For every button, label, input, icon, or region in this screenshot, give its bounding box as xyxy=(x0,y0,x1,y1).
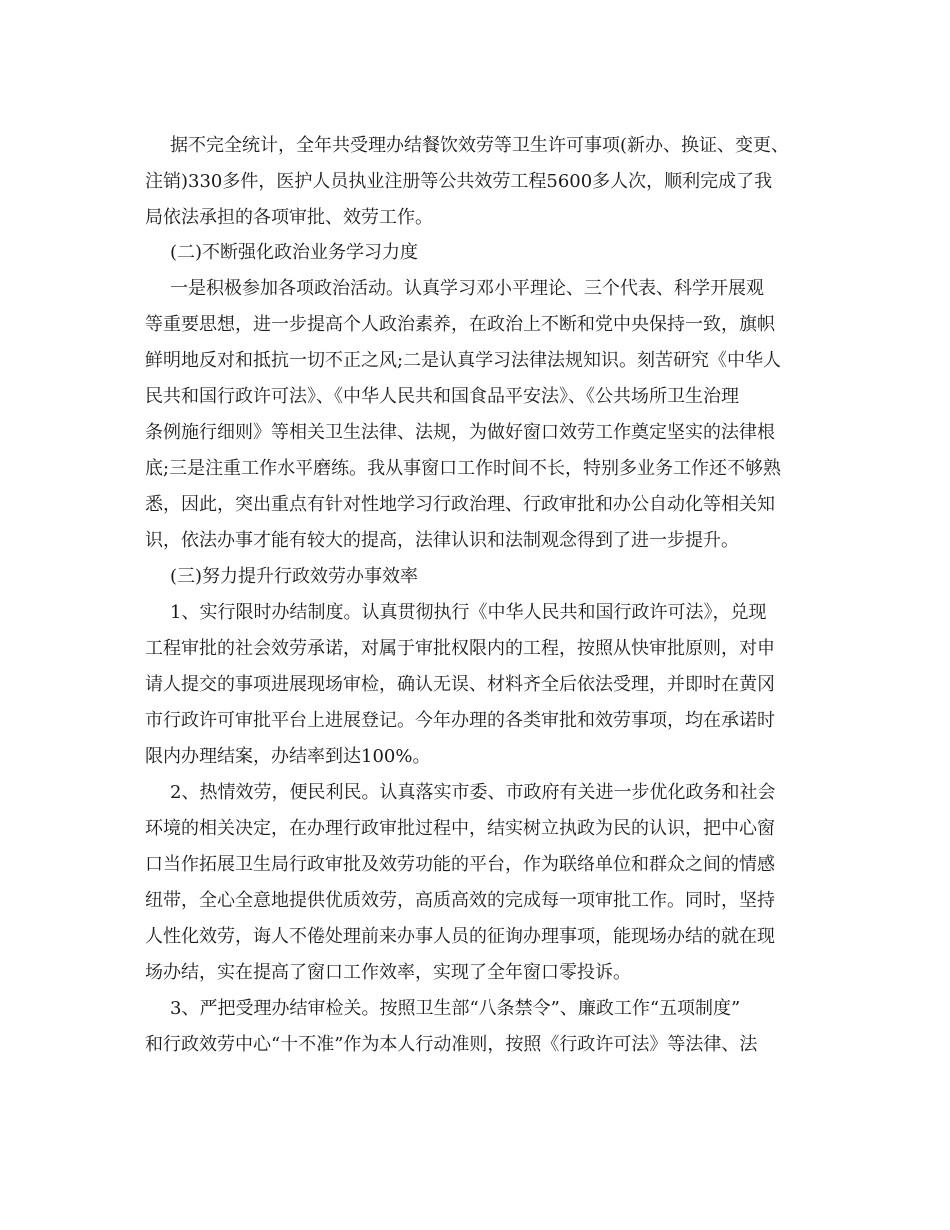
text-line: 口当作拓展卫生局行政审批及效劳功能的平台，作为联络单位和群众之间的情感 xyxy=(145,854,775,875)
text-line: 一是积极参加各项政治活动。认真学习邓小平理论、三个代表、科学开展观 xyxy=(170,278,764,299)
text-line: 环境的相关决定，在办理行政审批过程中，结实树立执政为民的认识，把中心窗 xyxy=(145,818,775,839)
text-line: 条例施行细则》等相关卫生法律、法规，为做好窗口效劳工作奠定坚实的法律根 xyxy=(145,422,775,443)
text-line: 请人提交的事项进展现场审检，确认无误、材料齐全后依法受理，并即时在黄冈 xyxy=(145,674,775,695)
text-line: 2、热情效劳，便民利民。认真落实市委、市政府有关进一步优化政务和社会 xyxy=(170,782,776,803)
text-line: 鲜明地反对和抵抗一切不正之风;二是认真学习法律法规知识。刻苦研究《中华人 xyxy=(145,350,782,371)
text-line: 悉，因此，突出重点有针对性地学习行政治理、行政审批和办公自动化等相关知 xyxy=(145,494,775,515)
section-heading: (二)不断强化政治业务学习力度 xyxy=(170,242,419,263)
text-line: 人性化效劳，诲人不倦处理前来办事人员的征询办理事项，能现场办结的就在现 xyxy=(145,926,775,947)
text-line: 3、严把受理办结审检关。按照卫生部“八条禁令”、廉政工作“五项制度” xyxy=(170,998,741,1019)
text-line: 据不完全统计，全年共受理办结餐饮效劳等卫生许可事项(新办、换证、变更、 xyxy=(170,135,790,156)
text-line: 和行政效劳中心“十不准”作为本人行动准则，按照《行政许可法》等法律、法 xyxy=(145,1034,758,1055)
text-line: 市行政许可审批平台上进展登记。今年办理的各类审批和效劳事项，均在承诺时 xyxy=(145,710,775,731)
text-line: 1、实行限时办结制度。认真贯彻执行《中华人民共和国行政许可法》，兑现 xyxy=(170,602,767,623)
text-line: 民共和国行政许可法》、《中华人民共和国食品平安法》、《公共场所卫生治理 xyxy=(145,386,739,407)
text-line: 工程审批的社会效劳承诺，对属于审批权限内的工程，按照从快审批原则，对申 xyxy=(145,638,775,659)
section-heading: (三)努力提升行政效劳办事效率 xyxy=(170,566,419,587)
text-line: 场办结，实在提高了窗口工作效率，实现了全年窗口零投诉。 xyxy=(145,962,631,983)
text-line: 底;三是注重工作水平磨练。我从事窗口工作时间不长，特别多业务工作还不够熟 xyxy=(145,458,782,479)
text-line: 识，依法办事才能有较大的提高，法律认识和法制观念得到了进一步提升。 xyxy=(145,530,739,551)
text-line: 纽带，全心全意地提供优质效劳，高质高效的完成每一项审批工作。同时，坚持 xyxy=(145,890,775,911)
text-line: 等重要思想，进一步提高个人政治素养，在政治上不断和党中央保持一致，旗帜 xyxy=(145,314,775,335)
text-line: 限内办理结案，办结率到达100%。 xyxy=(145,746,431,767)
text-line: 局依法承担的各项审批、效劳工作。 xyxy=(145,207,433,228)
text-line: 注销)330多件，医护人员执业注册等公共效劳工程5600多人次，顺利完成了我 xyxy=(145,171,773,192)
